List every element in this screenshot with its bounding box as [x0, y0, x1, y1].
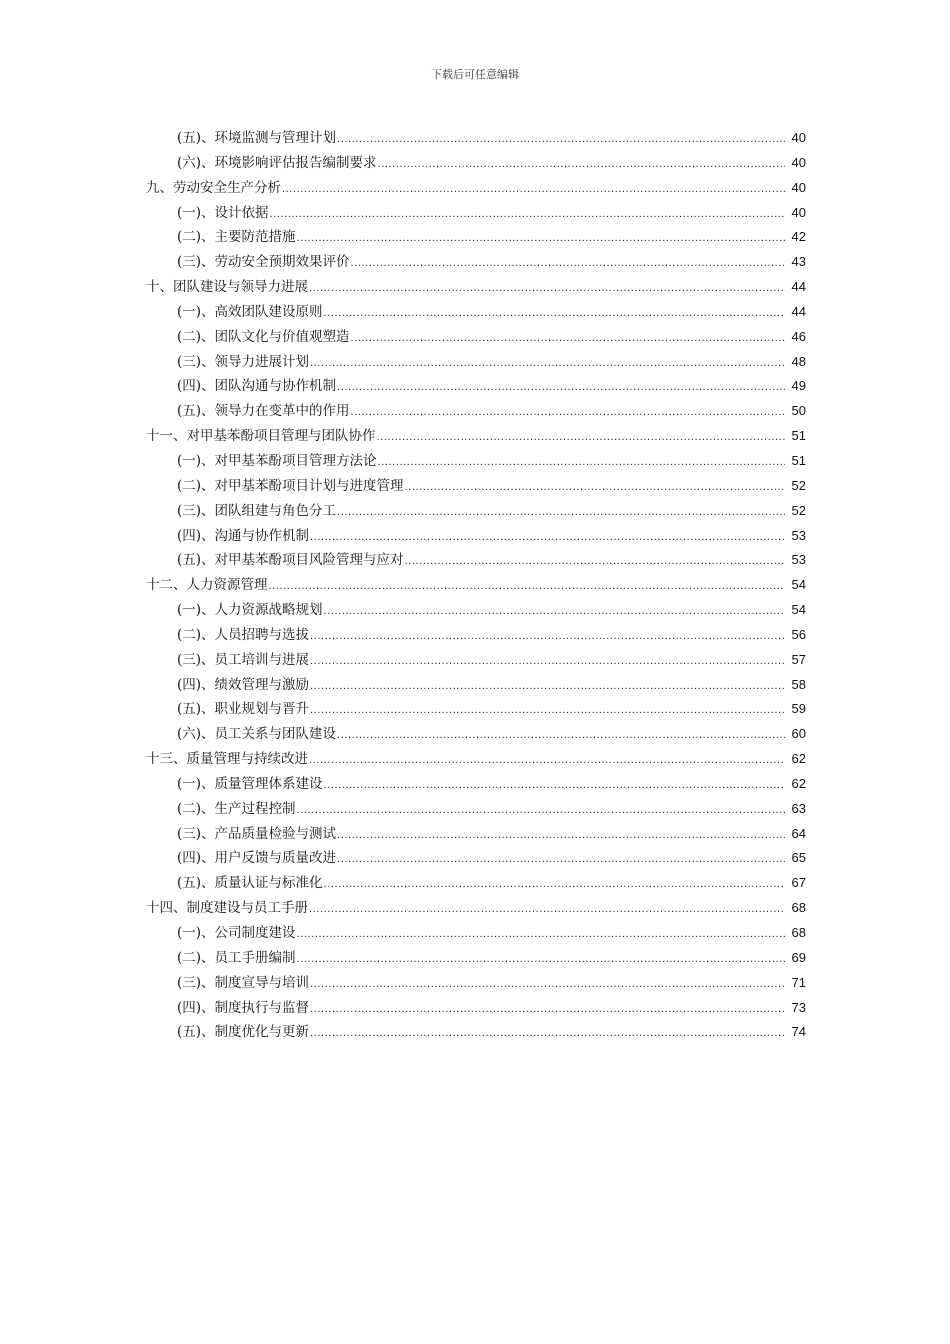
toc-entry-title: (五)、领导力在变革中的作用	[177, 403, 350, 420]
toc-page-number: 51	[791, 428, 806, 444]
toc-entry-title: (五)、环境监测与管理计划	[177, 130, 337, 146]
toc-entry-title: (二)、生产过程控制	[177, 800, 296, 817]
toc-section-entry[interactable]	[146, 325, 806, 350]
toc-section-entry[interactable]	[146, 871, 806, 896]
toc-entry-title: (五)、职业规划与晋升	[177, 701, 310, 718]
toc-section-entry[interactable]	[146, 797, 806, 822]
toc-dot-leader	[324, 872, 785, 897]
toc-page-number: 69	[791, 949, 806, 965]
toc-section-entry[interactable]	[146, 772, 806, 797]
toc-page-number: 62	[791, 751, 806, 767]
toc-entry-title: (一)、公司制度建设	[177, 925, 296, 941]
toc-entry-title: (四)、绩效管理与激励	[177, 676, 310, 693]
toc-section-entry[interactable]	[146, 921, 806, 946]
toc-dot-leader	[297, 226, 785, 251]
toc-dot-leader	[351, 251, 785, 276]
toc-page-number: 44	[791, 303, 806, 319]
toc-entry-title: (三)、产品质量检验与测试	[177, 825, 337, 842]
toc-dot-leader	[378, 152, 785, 177]
toc-entry-title: (三)、团队组建与角色分工	[177, 502, 337, 519]
toc-entry-title: (五)、制度优化与更新	[177, 1024, 310, 1041]
toc-entry-title: (二)、主要防范措施	[177, 229, 296, 246]
toc-page-number: 63	[791, 800, 806, 816]
toc-entry-title: 十四、制度建设与员工手册	[146, 900, 308, 917]
toc-section-entry[interactable]	[146, 399, 806, 424]
toc-chapter-entry[interactable]	[146, 896, 806, 921]
toc-entry-title: (四)、团队沟通与协作机制	[177, 378, 337, 395]
toc-page-number: 59	[791, 701, 806, 717]
toc-dot-leader	[310, 698, 785, 723]
toc-dot-leader	[309, 748, 785, 773]
toc-page-number: 65	[791, 850, 806, 866]
toc-entry-title: (三)、劳动安全预期效果评价	[177, 254, 350, 271]
toc-section-entry[interactable]	[146, 846, 806, 871]
toc-entry-title: (一)、质量管理体系建设	[177, 775, 323, 792]
toc-page-number: 57	[791, 651, 806, 667]
toc-dot-leader	[377, 425, 786, 450]
toc-entry-title: 十三、质量管理与持续改进	[146, 751, 308, 768]
toc-page-number: 49	[791, 378, 806, 394]
toc-dot-leader	[310, 351, 785, 376]
toc-page-number: 64	[791, 825, 806, 841]
toc-dot-leader	[351, 400, 785, 425]
toc-entry-title: (五)、对甲基苯酚项目风险管理与应对	[177, 552, 404, 569]
toc-page-number: 71	[791, 974, 806, 990]
toc-section-entry[interactable]	[146, 524, 806, 549]
toc-section-entry[interactable]	[146, 151, 806, 176]
toc-dot-leader	[310, 674, 785, 699]
toc-entry-title: (二)、团队文化与价值观塑造	[177, 328, 350, 345]
toc-chapter-entry[interactable]	[146, 424, 806, 449]
toc-page-number: 50	[791, 403, 806, 419]
toc-entry-title: (三)、领导力进展计划	[177, 353, 310, 370]
toc-dot-leader	[310, 624, 785, 649]
toc-dot-leader	[337, 823, 785, 848]
toc-section-entry[interactable]	[146, 499, 806, 524]
toc-dot-leader	[378, 450, 785, 475]
toc-page-number: 60	[791, 726, 806, 742]
toc-page-number: 58	[791, 676, 806, 692]
toc-page-number: 54	[791, 577, 806, 593]
toc-section-entry[interactable]	[146, 697, 806, 722]
toc-dot-leader	[351, 326, 785, 351]
toc-dot-leader	[270, 202, 785, 227]
toc-section-entry[interactable]	[146, 449, 806, 474]
toc-entry-title: (二)、员工手册编制	[177, 949, 296, 966]
toc-entry-title: (三)、员工培训与进展	[177, 651, 310, 668]
toc-dot-leader	[297, 798, 785, 823]
toc-section-entry[interactable]	[146, 201, 806, 226]
toc-dot-leader	[282, 177, 785, 202]
toc-entry-title: (五)、质量认证与标准化	[177, 875, 323, 892]
toc-chapter-entry[interactable]	[146, 275, 806, 300]
toc-page-number: 42	[791, 229, 806, 245]
toc-page-number: 40	[791, 154, 806, 170]
toc-section-entry[interactable]	[146, 648, 806, 673]
toc-section-entry[interactable]	[146, 946, 806, 971]
toc-page-number: 56	[791, 626, 806, 642]
toc-page-number: 43	[791, 254, 806, 270]
toc-entry-title: (四)、沟通与协作机制	[177, 527, 310, 544]
toc-dot-leader	[337, 127, 785, 152]
toc-dot-leader	[310, 997, 785, 1022]
toc-page-number: 40	[791, 130, 806, 145]
toc-entry-title: (六)、员工关系与团队建设	[177, 726, 337, 743]
toc-entry-title: (一)、高效团队建设原则	[177, 303, 323, 320]
toc-dot-leader	[324, 599, 785, 624]
toc-page-number: 53	[791, 552, 806, 568]
toc-dot-leader	[337, 500, 785, 525]
toc-page-number: 44	[791, 279, 806, 295]
toc-page-number: 52	[791, 477, 806, 493]
toc-dot-leader	[309, 897, 785, 922]
toc-entry-title: (六)、环境影响评估报告编制要求	[177, 154, 377, 171]
toc-page-number: 73	[791, 999, 806, 1015]
toc-dot-leader	[310, 525, 785, 550]
toc-page-number: 40	[791, 179, 806, 195]
toc-section-entry[interactable]	[146, 673, 806, 698]
toc-entry-title: (三)、制度宣导与培训	[177, 974, 310, 991]
toc-entry-title: 九、劳动安全生产分析	[146, 179, 281, 196]
toc-dot-leader	[337, 375, 785, 400]
toc-dot-leader	[337, 847, 785, 872]
toc-page-number: 68	[791, 900, 806, 916]
toc-section-entry[interactable]	[146, 598, 806, 623]
toc-entry-title: 十、团队建设与领导力进展	[146, 279, 308, 296]
toc-entry-title: (二)、对甲基苯酚项目计划与进度管理	[177, 477, 404, 494]
toc-dot-leader	[405, 549, 785, 574]
toc-page-number: 53	[791, 527, 806, 543]
toc-dot-leader	[297, 922, 785, 947]
toc-dot-leader	[310, 1021, 785, 1046]
toc-page-number: 51	[791, 452, 806, 468]
toc-section-entry[interactable]	[146, 350, 806, 375]
toc-entry-title: (一)、设计依据	[177, 204, 269, 221]
toc-section-entry[interactable]	[146, 548, 806, 573]
toc-page-number: 52	[791, 502, 806, 518]
toc-dot-leader	[405, 475, 785, 500]
toc-section-entry[interactable]	[146, 126, 806, 151]
toc-page-number: 54	[791, 602, 806, 618]
table-of-contents	[146, 126, 806, 1045]
toc-entry-title: 十一、对甲基苯酚项目管理与团队协作	[146, 428, 376, 445]
toc-chapter-entry[interactable]	[146, 573, 806, 598]
toc-page-number: 62	[791, 775, 806, 791]
page-header: 下载后可任意编辑	[431, 68, 519, 81]
toc-entry-title: (一)、人力资源战略规划	[177, 602, 323, 619]
toc-section-entry[interactable]	[146, 1020, 806, 1045]
toc-dot-leader	[297, 947, 785, 972]
toc-section-entry[interactable]	[146, 225, 806, 250]
toc-page-number: 74	[791, 1024, 806, 1040]
toc-entry-title: (四)、制度执行与监督	[177, 999, 310, 1016]
toc-section-entry[interactable]	[146, 722, 806, 747]
toc-entry-title: (二)、人员招聘与选拔	[177, 626, 310, 643]
toc-page-number: 67	[791, 875, 806, 891]
toc-section-entry[interactable]	[146, 474, 806, 499]
toc-dot-leader	[324, 301, 785, 326]
toc-entry-title: 十二、人力资源管理	[146, 577, 268, 594]
toc-page-number: 68	[791, 925, 806, 940]
toc-section-entry[interactable]	[146, 971, 806, 996]
toc-section-entry[interactable]	[146, 623, 806, 648]
toc-entry-title: (四)、用户反馈与质量改进	[177, 850, 337, 867]
toc-dot-leader	[337, 723, 785, 748]
toc-section-entry[interactable]	[146, 374, 806, 399]
toc-dot-leader	[310, 649, 785, 674]
toc-section-entry[interactable]	[146, 822, 806, 847]
toc-page-number: 46	[791, 328, 806, 344]
toc-chapter-entry[interactable]	[146, 176, 806, 201]
toc-chapter-entry[interactable]	[146, 747, 806, 772]
toc-page-number: 48	[791, 353, 806, 369]
toc-dot-leader	[309, 276, 785, 301]
toc-dot-leader	[324, 773, 785, 798]
toc-entry-title: (一)、对甲基苯酚项目管理方法论	[177, 452, 377, 469]
toc-section-entry[interactable]	[146, 996, 806, 1021]
toc-dot-leader	[269, 574, 786, 599]
toc-page-number: 40	[791, 204, 806, 220]
toc-section-entry[interactable]	[146, 300, 806, 325]
toc-section-entry[interactable]	[146, 250, 806, 275]
toc-dot-leader	[310, 972, 785, 997]
